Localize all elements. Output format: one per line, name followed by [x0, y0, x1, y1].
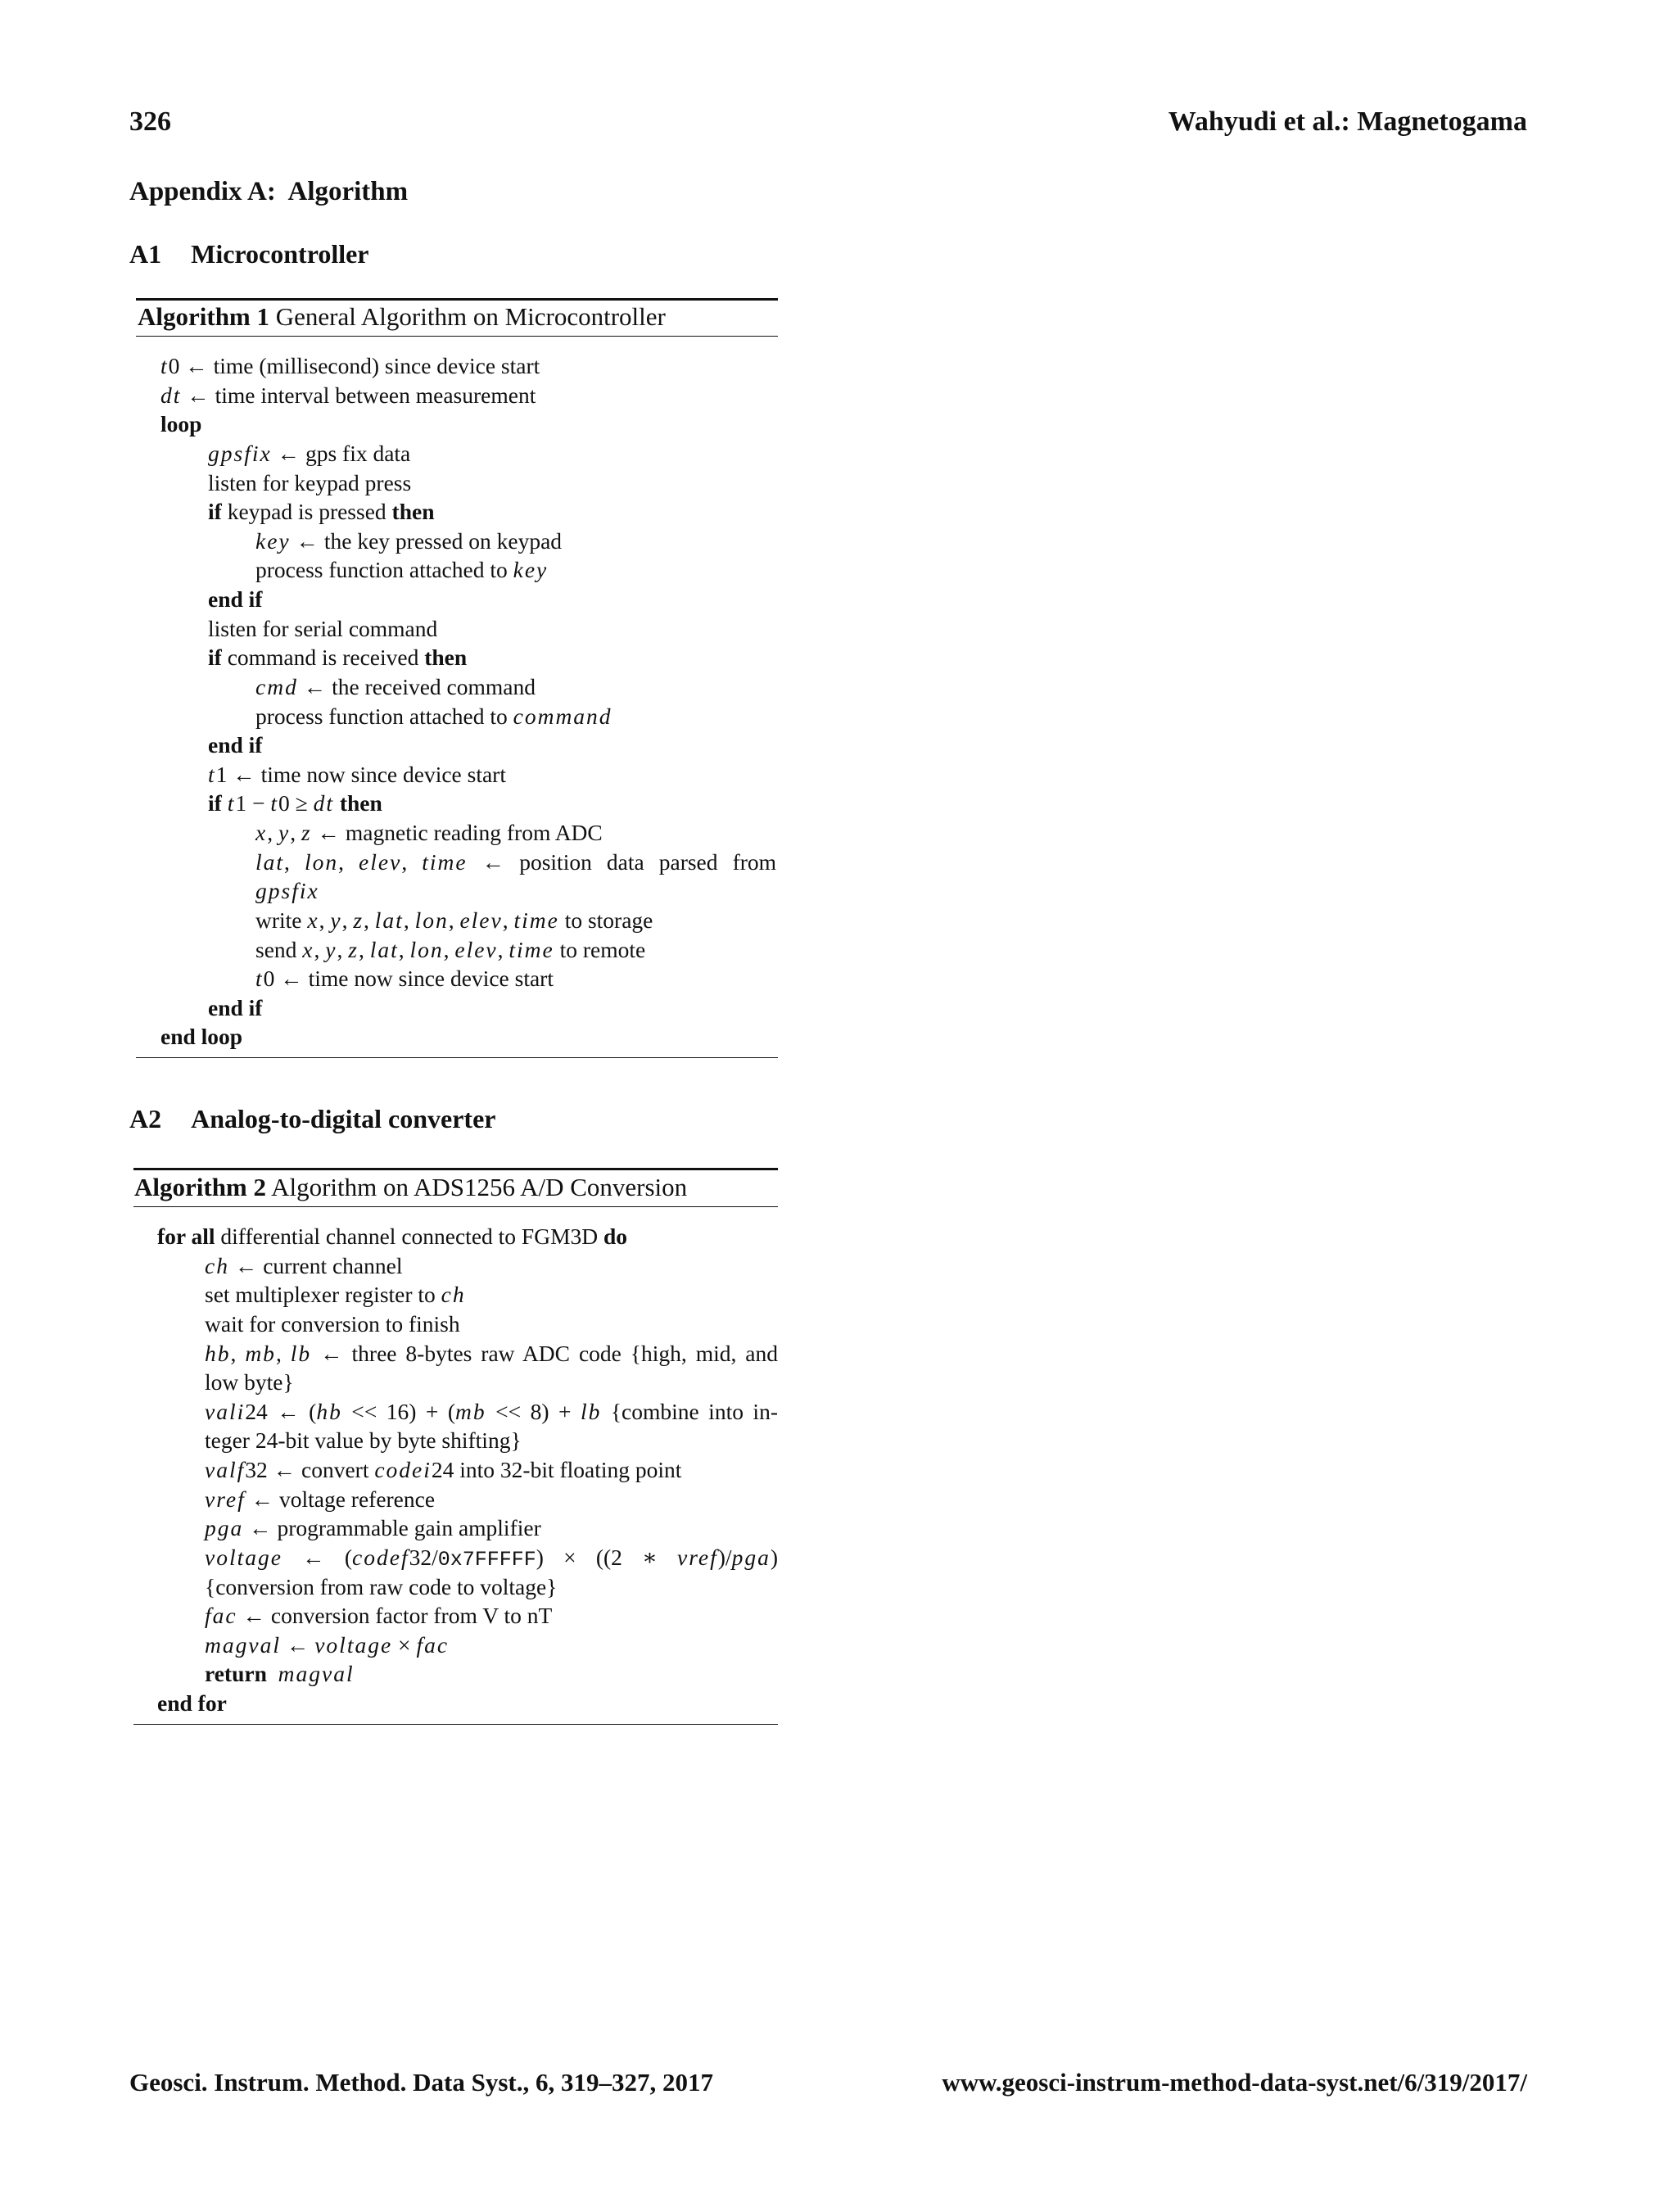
algo-line: teger 24-bit value by byte shifting}	[205, 1427, 522, 1453]
section-number: A2	[129, 1104, 162, 1133]
algo-line: t0 ← time now since device start	[255, 966, 554, 991]
algo-line: t0 ← time (millisecond) since device start	[160, 353, 540, 378]
algorithm-caption-text: General Algorithm on Microcontroller	[275, 302, 666, 331]
algo-line: end if	[208, 586, 263, 612]
algo-line: low byte}	[205, 1369, 294, 1395]
algorithm-top-rule	[133, 1168, 778, 1170]
algorithm-label: Algorithm 1	[138, 302, 270, 331]
algo-line: gpsfix	[255, 878, 319, 903]
page-number: 326	[129, 106, 171, 137]
algo-line: vali24 ← (hb << 16) + (mb << 8) + lb {combine into in-	[205, 1399, 778, 1424]
algo-line: hb, mb, lb ← three 8-bytes raw ADC code {high, mid, and	[205, 1341, 778, 1366]
algo-line: if command is received then	[208, 645, 468, 670]
algorithm-2-caption	[134, 1173, 687, 1202]
algo-line: listen for serial command	[208, 616, 438, 641]
algo-line: end for	[157, 1690, 227, 1716]
footer-citation: Geosci. Instrum. Method. Data Syst., 6, 319–327, 2017	[129, 2068, 713, 2097]
algorithm-top-rule	[136, 298, 778, 301]
algo-line: dt ← time interval between measurement	[160, 382, 536, 408]
algo-line: end if	[208, 995, 263, 1020]
section-number: A1	[129, 239, 162, 269]
section-heading-a2	[129, 1104, 495, 1134]
algo-line: vref ← voltage reference	[205, 1486, 436, 1512]
algo-line: wait for conversion to finish	[205, 1311, 460, 1337]
algo-line: fac ← conversion factor from V to nT	[205, 1603, 553, 1628]
algo-line: process function attached to command	[255, 703, 612, 729]
algo-line: return magval	[205, 1661, 355, 1686]
algo-line: pga ← programmable gain amplifier	[205, 1515, 541, 1540]
running-title: Wahyudi et al.: Magnetogama	[1168, 106, 1527, 137]
algorithm-bottom-rule	[136, 1057, 778, 1058]
algo-line: voltage ← (codef32/0x7FFFFF) × ((2 ∗ vref)/pga)	[205, 1545, 778, 1572]
algo-line: magval ← voltage × fac	[205, 1632, 450, 1658]
algo-line: loop	[160, 411, 202, 437]
algo-line: valf32 ← convert codei24 into 32-bit floating point	[205, 1457, 682, 1482]
algo-line: t1 ← time now since device start	[208, 762, 506, 787]
footer-url: www.geosci-instrum-method-data-syst.net/6/319/2017/	[942, 2068, 1527, 2097]
section-title: Analog-to-digital converter	[191, 1104, 496, 1133]
algo-line: cmd ← the received command	[255, 674, 536, 699]
algo-line: send x, y, z, lat, lon, elev, time to remote	[255, 937, 646, 962]
algo-line: {conversion from raw code to voltage}	[205, 1574, 558, 1599]
algo-line: process function attached to key	[255, 557, 549, 582]
section-heading-a1	[129, 239, 369, 269]
algo-line: write x, y, z, lat, lon, elev, time to storage	[255, 907, 653, 933]
algo-line: for all differential channel connected to FGM3D do	[157, 1224, 628, 1249]
algo-line: key ← the key pressed on keypad	[255, 528, 563, 554]
algo-line: end loop	[160, 1024, 243, 1049]
algorithm-caption-rule	[133, 1206, 778, 1207]
algo-line: gpsfix ← gps fix data	[208, 441, 411, 466]
algo-line: lat, lon, elev, time ← position data parsed from	[255, 849, 777, 875]
appendix-title: Appendix A: Algorithm	[129, 177, 409, 206]
algorithm-caption-rule	[136, 336, 778, 337]
algo-line: if t1 − t0 ≥ dt then	[208, 790, 382, 816]
algo-line: ch ← current channel	[205, 1253, 403, 1278]
algorithm-caption-text: Algorithm on ADS1256 A/D Conversion	[271, 1173, 688, 1201]
algo-line: end if	[208, 732, 263, 758]
algo-line: x, y, z ← magnetic reading from ADC	[255, 820, 603, 845]
algo-line: if keypad is pressed then	[208, 499, 435, 524]
algo-line: listen for keypad press	[208, 470, 412, 495]
section-title: Microcontroller	[191, 239, 369, 269]
algorithm-bottom-rule	[133, 1724, 778, 1725]
algorithm-1-caption	[138, 302, 666, 332]
algorithm-label: Algorithm 2	[134, 1173, 267, 1201]
algo-line: set multiplexer register to ch	[205, 1282, 466, 1307]
